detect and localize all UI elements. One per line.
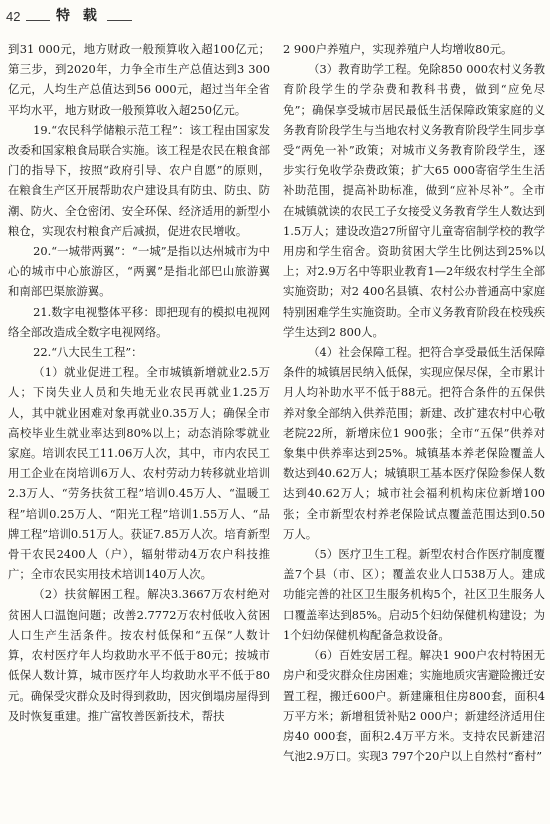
paragraph: 22.“八大民生工程”： <box>33 345 143 360</box>
section-title: 特 载 <box>50 5 107 25</box>
paragraph: （4）社会保障工程。把符合享受最低生活保障条件的城镇居民纳入低保，实现应保尽保，全市累计月人均补助水平不低于88元。把符合条件的五保供养对象全部纳入供养范围；新建、改扩建农村中心敬老院22所，新增床位1 900张；全市“五保”供养对象集中供养率达到25%。城镇基本养老保险覆盖人数达到40.62万人；城镇职工基本医疗保险参保人数达到40.62万人；城市社会福利机构床位新增100张；全市新型农村养老保险试点覆盖范围达到0.50万人。 <box>283 345 545 541</box>
paragraph: 19.“农民科学储粮示范工程”：该工程由国家发改委和国家粮食局联合实施。该工程是农民在粮食部门的指导下，按照“政府引导、农户自愿”的原则，在粮食生产区开展帮助农户建设具有防虫、防虫、防潮、防火、全仓密闭、安全环保、经济适用的新型小粮仓，实现农村粮食产后减损，促进农民增收。 <box>8 122 270 238</box>
paragraph: （2）扶贫解困工程。解决3.3667万农村绝对贫困人口温饱问题；改善2.7772万农村低收入贫困人口生产生活条件。按农村低保和“五保”人数计算，农村医疗年人均救助水平不低于80元；按城市低保人数计算，城市医疗年人均救助水平不低于80元。确保受灾群众及时得到救助，因灾倒塌房屋得到及时恢复重建。推广富牧善医新技术，帮扶 <box>8 587 270 723</box>
paragraph: （1）就业促进工程。全市城镇新增就业2.5万人；下岗失业人员和失地无业农民再就业1.25万人，其中就业困难对象再就业0.35万人；确保全市高校毕业生就业率达到80%以上；动态消除零就业家庭。培训农民工11.06万人次，其中，市内农民工用工企业在岗培训6万人、农村劳动力转移就业培训2.3万人、“劳务扶贫工程”培训0.45万人、“温暖工程”培训0.25万人、“阳光工程”培训1.55万人、“品牌工程”培训0.51万人。获证7.85万人次。培育新型骨干农民2400人（户），辐射带动4万农户科技推广；全市农民实用技术培训140万人次。 <box>8 365 270 582</box>
paragraph: （3）教育助学工程。免除850 000农村义务教育阶段学生的学杂费和教科书费，做到“应免尽免”；确保享受城市居民最低生活保障政策家庭的义务教育阶段学生与当地农村义务教育阶段学生同步享受“两免一补”政策；对城市义务教育阶段学生，逐步实行免收学杂费政策；扩大65 000寄宿学生生活补助范围，提高补助标准，做到“应补尽补”。全市在城镇就读的农民工子女接受义务教育学生人数达到1.5万人；建设改造27所留守儿童寄宿制学校的教学用房和学生宿舍。资助贫困大学生比例达到25%以上；对2.9万名中等职业教育1—2年级农村学生全部实施资助；对2 400名县镇、农村公办普通高中家庭特别困难学生实施资助。全市义务教育阶段在校残疾学生达到2 800人。 <box>283 62 545 339</box>
paragraph: 2 900户养殖户，实现养殖户人均增收80元。 <box>283 42 513 56</box>
right-column <box>283 39 545 766</box>
paragraph: 到31 000元，地方财政一般预算收入超100亿元；第三步，到2020年，力争全市生产总值达到3 300亿元，人均生产总值达到56 000元，超过当年全省平均水平，地方财政一般预算收入超250亿元。 <box>8 42 270 117</box>
paragraph: （6）百姓安居工程。解决1 900户农村特困无房户和受灾群众住房困难；实施地质灾害避险搬迁安置工程，搬迁600户。新建廉租住房800套，面积4万平方米；新增租赁补贴2 000户；新建经济适用住房40 000套，面积2.4万平方米。支持农民新建沼气池2.9万口。实现3 797个20户以上自然村“畜村” <box>283 648 545 764</box>
left-column <box>8 39 270 726</box>
paragraph: （5）医疗卫生工程。新型农村合作医疗制度覆盖7个县（市、区）；覆盖农业人口538万人。建成功能完善的社区卫生服务机构5个，社区卫生服务人口覆盖率达到85%。启动5个妇幼保健机构建设；为1个妇幼保健机构配备急救设备。 <box>283 547 545 642</box>
page-header <box>0 0 550 30</box>
page-number: 42 <box>6 9 21 24</box>
paragraph: 21.数字电视整体平移：即把现有的模拟电视网络全部改造成全数字电视网络。 <box>8 304 270 339</box>
paragraph: 20.“一城带两翼”：“一城”是指以达州城市为中心的城市中心旅游区，“两翼”是指北部巴山旅游翼和南部巴渠旅游翼。 <box>8 244 270 299</box>
